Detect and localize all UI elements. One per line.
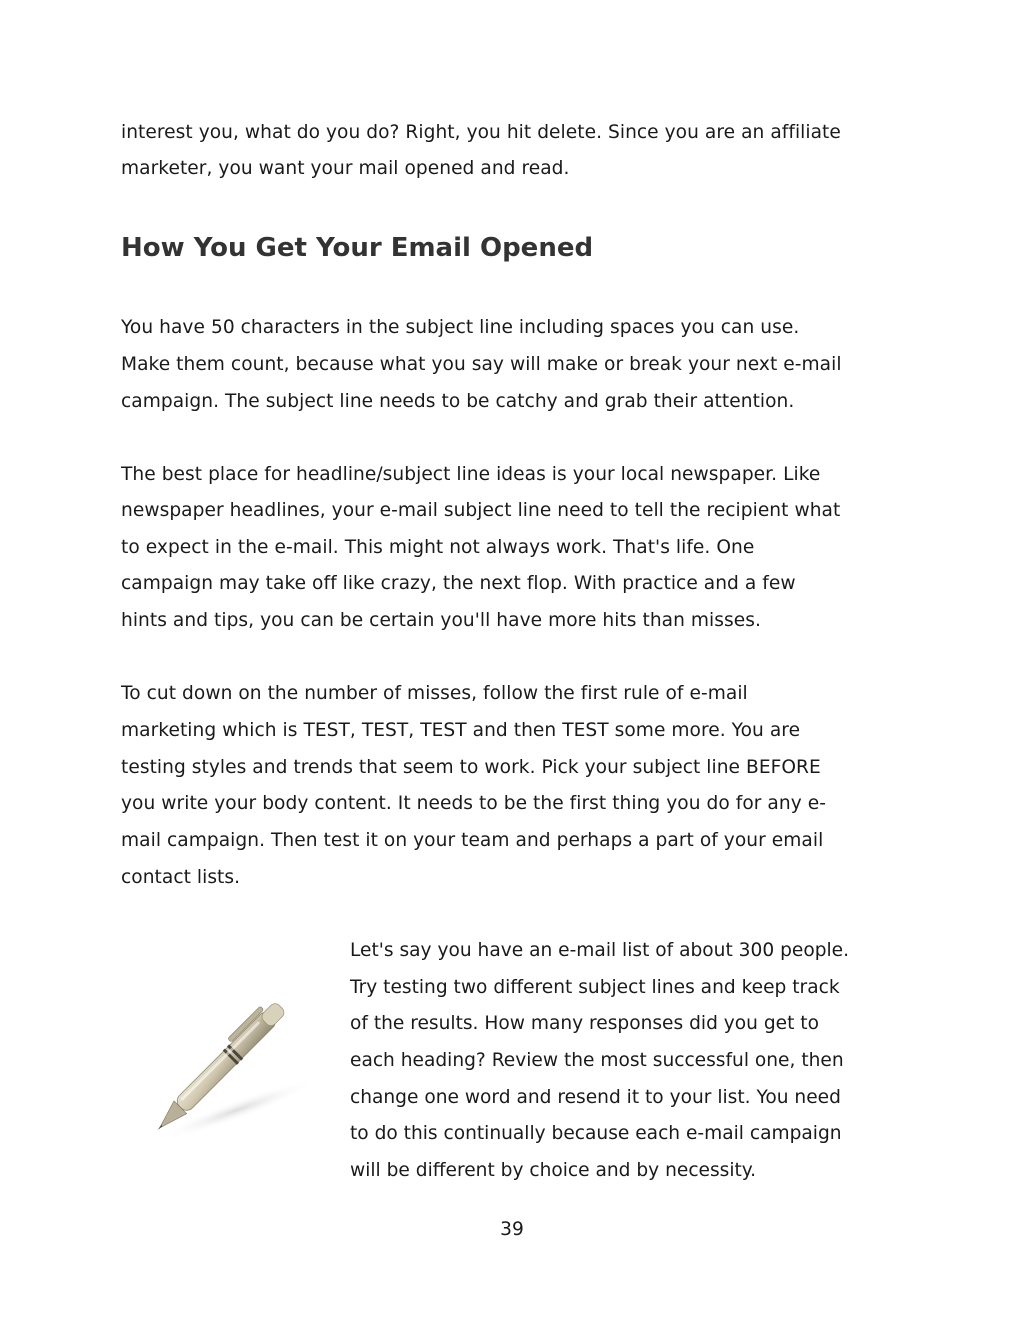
paragraph3-line-3: testing styles and trends that seem to work. Pick your subject line BEFORE xyxy=(121,757,821,778)
paragraph2-line-5: hints and tips, you can be certain you'll have more hits than misses. xyxy=(121,610,761,631)
paragraph2-line-2: newspaper headlines, your e-mail subject line need to tell the recipient what xyxy=(121,500,841,521)
paragraph1-line-3: campaign. The subject line needs to be catchy and grab their attention. xyxy=(121,391,795,412)
paragraph4-line-6: to do this continually because each e-mail campaign xyxy=(350,1123,842,1144)
paragraph3-line-6: contact lists. xyxy=(121,867,241,888)
paragraph4-line-3: of the results. How many responses did you get to xyxy=(350,1013,819,1034)
section-heading: How You Get Your Email Opened xyxy=(121,233,594,263)
paragraph1-line-2: Make them count, because what you say will make or break your next e-mail xyxy=(121,354,842,375)
paragraph2-line-1: The best place for headline/subject line ideas is your local newspaper. Like xyxy=(121,464,821,485)
pen-illustration xyxy=(132,982,322,1142)
paragraph4-line-5: change one word and resend it to your list. You need xyxy=(350,1087,841,1108)
paragraph3-line-4: you write your body content. It needs to be the first thing you do for any e- xyxy=(121,793,826,814)
paragraph3-line-2: marketing which is TEST, TEST, TEST and then TEST some more. You are xyxy=(121,720,801,741)
paragraph4-line-2: Try testing two different subject lines and keep track xyxy=(350,977,840,998)
paragraph3-line-5: mail campaign. Then test it on your team and perhaps a part of your email xyxy=(121,830,824,851)
paragraph4-line-4: each heading? Review the most successful one, then xyxy=(350,1050,844,1071)
page-number: 39 xyxy=(500,1219,524,1240)
paragraph3-line-1: To cut down on the number of misses, follow the first rule of e-mail xyxy=(121,683,748,704)
intro-line-1: interest you, what do you do? Right, you hit delete. Since you are an affiliate xyxy=(121,122,841,143)
paragraph4-line-7: will be different by choice and by necessity. xyxy=(350,1160,757,1181)
intro-line-2: marketer, you want your mail opened and read. xyxy=(121,158,570,179)
paragraph2-line-4: campaign may take off like crazy, the next flop. With practice and a few xyxy=(121,573,796,594)
paragraph2-line-3: to expect in the e-mail. This might not always work. That's life. One xyxy=(121,537,755,558)
pen-icon xyxy=(132,982,322,1142)
paragraph1-line-1: You have 50 characters in the subject line including spaces you can use. xyxy=(121,317,800,338)
paragraph4-line-1: Let's say you have an e-mail list of about 300 people. xyxy=(350,940,850,961)
